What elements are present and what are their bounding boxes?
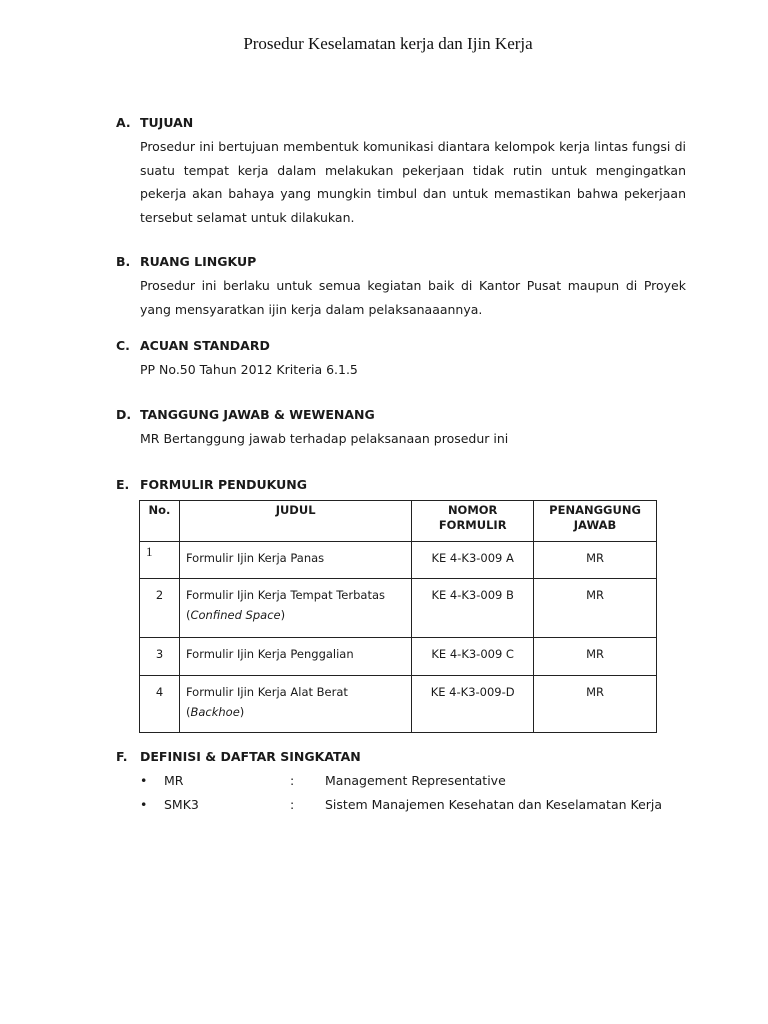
cell-judul-text: Formulir Ijin Kerja Penggalian [185, 647, 354, 661]
definition-colon: : [290, 773, 295, 788]
cell-pj: MR [534, 579, 657, 638]
section-body: Prosedur ini bertujuan membentuk komunikasi diantara kelompok kerja lintas fungsi di suatu tempat kerja dalam melakukan pekerjaan tidak rutin untuk mengingatkan pekerja akan bahaya yang mungkin timbul dan untuk memastikan bahwa pekerjaan tersebut selamat untuk dilakukan. [140, 139, 686, 225]
definition-abbr: SMK3 [164, 797, 199, 812]
section-body: PP No.50 Tahun 2012 Kriteria 6.1.5 [140, 362, 358, 377]
section-acuan-standard [116, 337, 686, 382]
cell-judul: Formulir Ijin Kerja Alat Berat (Backhoe) [179, 676, 411, 733]
header-nomor-line2: FORMULIR [438, 518, 507, 532]
definition-abbr: MR [164, 773, 184, 788]
cell-judul-text: Formulir Ijin Kerja Panas [185, 551, 325, 565]
cell-judul-text: Formulir Ijin Kerja Alat Berat [185, 685, 348, 699]
section-definisi [116, 748, 686, 766]
section-body: Prosedur ini berlaku untuk semua kegiatan baik di Kantor Pusat maupun di Proyek yang mensyaratkan ijin kerja dalam pelaksanaaannya. [140, 278, 686, 317]
section-formulir-pendukung [116, 476, 686, 494]
section-tanggung-jawab [116, 406, 686, 451]
section-heading [116, 114, 686, 132]
section-letter: E. [116, 477, 130, 492]
section-letter: A. [116, 115, 131, 130]
header-nomor-formulir [412, 501, 534, 542]
cell-no: 2 [140, 579, 180, 638]
cell-nomor: KE 4-K3-009 C [412, 638, 534, 676]
section-heading [116, 406, 686, 424]
section-tujuan [116, 114, 686, 229]
header-judul [179, 501, 411, 542]
cell-nomor: KE 4-K3-009-D [412, 676, 534, 733]
cell-nomor: KE 4-K3-009 A [412, 542, 534, 579]
section-letter: C. [116, 338, 130, 353]
cell-pj: MR [534, 542, 657, 579]
table-row [140, 676, 657, 733]
header-nomor-line1: NOMOR [447, 503, 498, 517]
section-body: MR Bertanggung jawab terhadap pelaksanaan prosedur ini [140, 431, 509, 446]
header-pj-line2: JAWAB [573, 518, 617, 532]
bullet-icon: • [140, 773, 148, 788]
cell-no: 3 [140, 638, 180, 676]
cell-nomor: KE 4-K3-009 B [412, 579, 534, 638]
header-judul-text: JUDUL [275, 503, 316, 517]
table-row [140, 542, 657, 579]
definition-meaning: Sistem Manajemen Kesehatan dan Keselamatan Kerja [325, 797, 663, 812]
section-heading-text: DEFINISI & DAFTAR SINGKATAN [140, 749, 361, 764]
table-row [140, 579, 657, 638]
cell-judul-extra: Backhoe [190, 705, 240, 719]
cell-pj: MR [534, 638, 657, 676]
section-heading-text: FORMULIR PENDUKUNG [140, 477, 307, 492]
section-heading [116, 476, 686, 494]
section-heading-text: TANGGUNG JAWAB & WEWENANG [140, 407, 375, 422]
bullet-icon: • [140, 797, 148, 812]
header-no [140, 501, 180, 542]
formulir-table [139, 500, 657, 733]
section-heading-text: TUJUAN [140, 115, 194, 130]
document-title: Prosedur Keselamatan kerja dan Ijin Kerja [243, 34, 533, 53]
header-pj-line1: PENANGGUNG [549, 503, 641, 517]
cell-judul-extra: Confined Space [190, 608, 281, 622]
section-letter: F. [116, 749, 128, 764]
section-heading [116, 253, 686, 271]
table-header-row [140, 501, 657, 542]
cell-judul [179, 542, 411, 579]
section-heading-text: RUANG LINGKUP [140, 254, 257, 269]
header-penanggung-jawab [534, 501, 657, 542]
section-heading [116, 748, 686, 766]
header-no-text: No. [148, 503, 171, 517]
cell-no: 1 [140, 542, 180, 579]
section-letter: D. [116, 407, 132, 422]
cell-pj: MR [534, 676, 657, 733]
cell-no: 4 [140, 676, 180, 733]
section-heading [116, 337, 686, 355]
definition-colon: : [290, 797, 295, 812]
section-letter: B. [116, 254, 131, 269]
cell-judul: Formulir Ijin Kerja Tempat Terbatas (Confined Space) [179, 579, 411, 638]
table-row [140, 638, 657, 676]
section-ruang-lingkup [116, 253, 686, 321]
cell-judul-text: Formulir Ijin Kerja Tempat Terbatas [185, 588, 386, 602]
cell-judul [179, 638, 411, 676]
definition-meaning: Management Representative [325, 773, 506, 788]
section-heading-text: ACUAN STANDARD [140, 338, 270, 353]
